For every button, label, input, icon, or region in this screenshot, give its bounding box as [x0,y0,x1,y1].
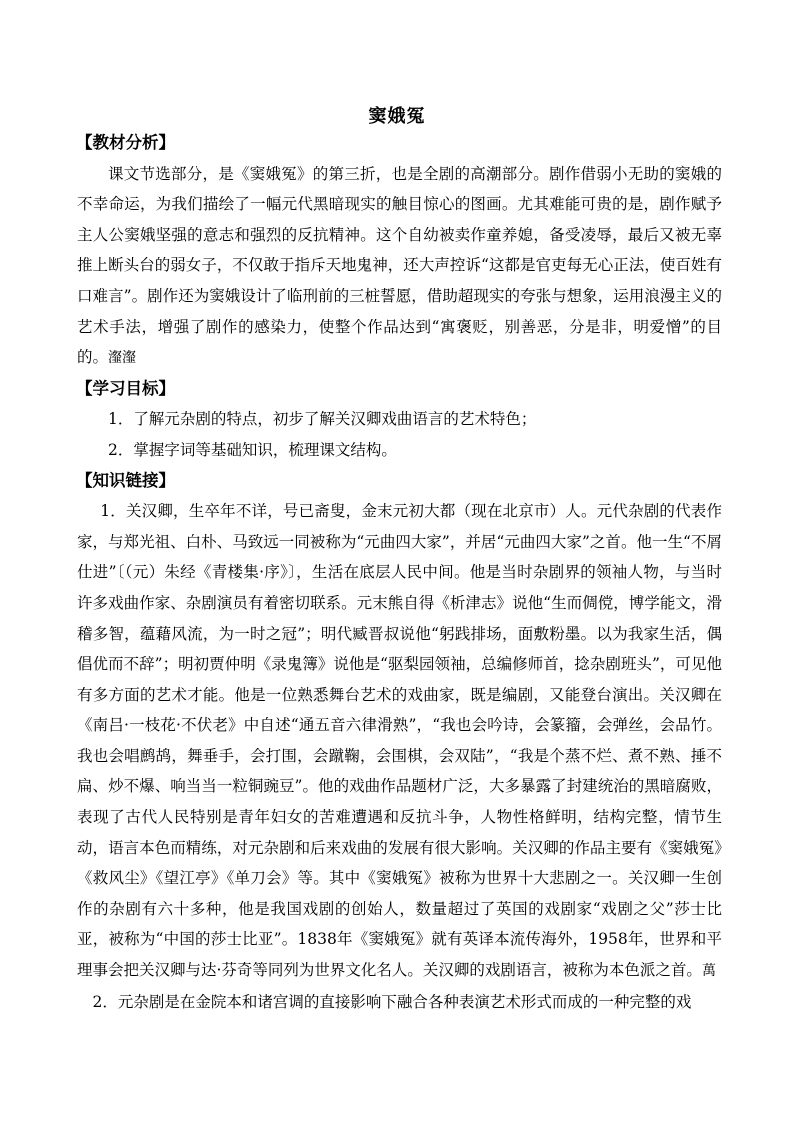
document-title: 窦娥冤 [368,106,426,127]
document-body [77,128,722,1017]
goal-item-1: 1．了解元杂剧的特点，初步了解关汉卿戏曲语言的艺术特色； [108,410,537,429]
link-item-1-watermark-glyph: 萬 [701,963,716,980]
goal-item-2: 2．掌握字词等基础知识，梳理课文结构。 [108,440,397,459]
analysis-paragraph [77,159,722,374]
section-heading-analysis: 【教材分析】 [76,133,175,152]
link-item-1-text: 1．关汉卿，生卒年不详，号已斋叟，金末元初大都（现在北京市）人。元代杂剧的代表作家，与郑光祖、白朴、马致远一同被称为“元曲四大家”，并居“元曲四大家”之首。他一生“不屑仕进”〔（元）朱经《青楼集·序》〕，生活在底层人民中间。他是当时杂剧界的领袖人物，与当时许多戏曲作家、杂剧演员有着密切联系。元末熊自得《析津志》说他“生而倜傥，博学能文，滑稽多智，蕴藉风流，为一时之冠”；明代臧晋叔说他“躬践排场，面敷粉墨。以为我家生活，偶倡优而不辞”；明初贾仲明《录鬼簿》说他是“驱梨园领袖，总编修师首，捻杂剧班头”，可见他有多方面的艺术才能。他是一位熟悉舞台艺术的戏曲家，既是编剧，又能登台演出。关汉卿在《南吕·一枝花·不伏老》中自述“通五音六律滑熟”，“我也会吟诗，会篆籀，会弹丝，会品竹。我也会唱鹧鸪，舞垂手，会打围，会蹴鞠，会围棋，会双陆”，“我是个蒸不烂、煮不熟、捶不扁、炒不爆、响当当一粒铜豌豆”。他的戏曲作品题材广泛，大多暴露了封建统治的黑暗腐败，表现了古代人民特别是青年妇女的苦难遭遇和反抗斗争，人物性格鲜明，结构完整，情节生动，语言本色而精练，对元杂剧和后来戏曲的发展有很大影响。关汉卿的作品主要有《窦娥冤》《救风尘》《望江亭》《单刀会》等。其中《窦娥冤》被称为世界十大悲剧之一。关汉卿一生创作的杂剧有六十多种，他是我国戏剧的创始人，数量超过了英国的戏剧家“戏剧之父”莎士比亚，被称为“中国的莎士比亚”。1838年《窦娥冤》就有英译本流传海外，1958年，世界和平理事会把关汉卿与达·芬奇等同列为世界文化名人。关汉卿的戏剧语言，被称为本色派之首。 [77,502,722,980]
analysis-text: 课文节选部分，是《窦娥冤》的第三折，也是全剧的高潮部分。剧作借弱小无助的窦娥的不幸命运，为我们描绘了一幅元代黑暗现实的触目惊心的图画。尤其难能可贵的是，剧作赋予主人公窦娥坚强的意志和强烈的反抗精神。这个自幼被卖作童养媳，备受凌辱，最后又被无辜推上断头台的弱女子，不仅敢于指斥天地鬼神，还大声控诉“这都是官吏每无心正法，使百姓有口难言”。剧作还为窦娥设计了临刑前的三桩誓愿，借助超现实的夸张与想象，运用浪漫主义的艺术手法，增强了剧作的感染力，使整个作品达到“寓褒贬，别善恶，分是非，明爱憎”的目的。 [77,164,722,367]
analysis-watermark-glyph: 瀣瀣 [108,350,137,367]
link-item-1 [77,496,722,987]
link-item-2: 2．元杂剧是在金院本和诸宫调的直接影响下融合各种表演艺术形式而成的一种完整的戏 [92,992,692,1011]
section-heading-goals: 【学习目标】 [76,378,175,398]
section-heading-links: 【知识链接】 [76,470,175,490]
